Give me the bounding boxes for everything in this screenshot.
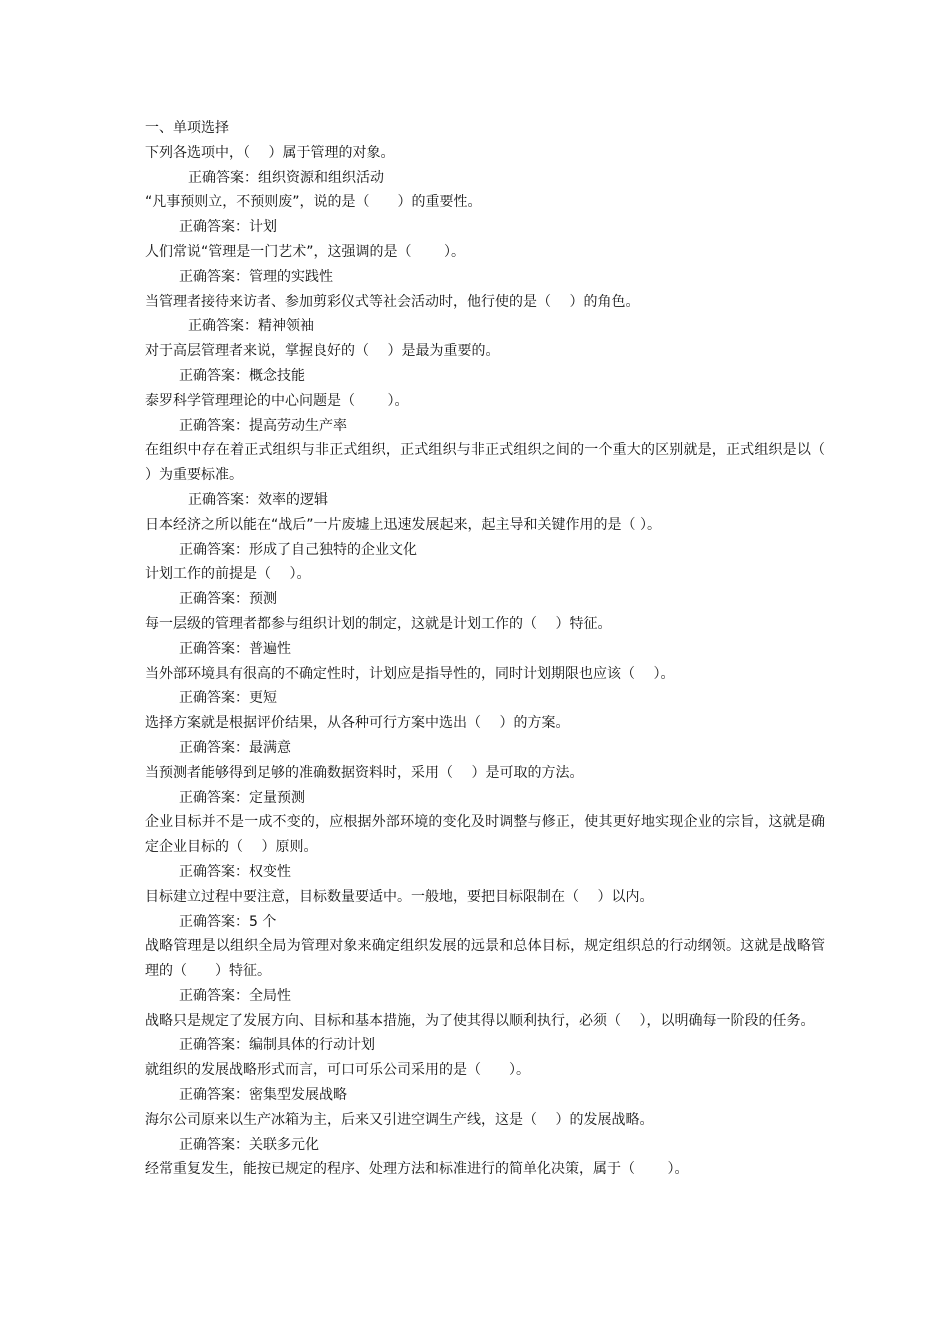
question-17: 战略只是规定了发展方向、目标和基本措施，为了使其得以顺利执行，必须（ ），以明确每一阶段的任务。 <box>145 1012 815 1029</box>
question-13: 当预测者能够得到足够的准确数据资料时，采用（ ）是可取的方法。 <box>145 764 584 781</box>
answer-text: 编制具体的行动计划 <box>249 1037 375 1054</box>
answer-prefix: 正确答案： <box>179 987 249 1004</box>
answer-18 <box>145 1083 825 1108</box>
question-11: 当外部环境具有很高的不确定性时，计划应是指导性的，同时计划期限也应该（ ）。 <box>145 665 675 682</box>
question-4: 当管理者接待来访者、参加剪彩仪式等社会活动时，他行使的是（ ）的角色。 <box>145 293 640 310</box>
question-6: 泰罗科学管理理论的中心问题是（ ）。 <box>145 392 409 409</box>
answer-prefix: 正确答案： <box>179 913 249 930</box>
answer-14 <box>145 860 825 885</box>
answer-prefix: 正确答案： <box>188 318 258 335</box>
answer-16 <box>145 984 825 1009</box>
answer-prefix: 正确答案： <box>179 591 249 608</box>
answer-prefix: 正确答案： <box>179 789 249 806</box>
answer-text: 权变性 <box>249 863 291 880</box>
answer-prefix: 正确答案： <box>179 739 249 756</box>
question-19: 海尔公司原来以生产冰箱为主，后来又引进空调生产线，这是（ ）的发展战略。 <box>145 1111 654 1128</box>
document-content <box>145 116 844 1182</box>
answer-8 <box>145 538 825 563</box>
question-10: 每一层级的管理者都参与组织计划的制定，这就是计划工作的（ ）特征。 <box>145 615 612 632</box>
answer-prefix: 正确答案： <box>179 1037 249 1054</box>
answer-19 <box>145 1133 825 1158</box>
question-2: “凡事预则立，不预则废”，说的是（ ）的重要性。 <box>145 194 482 211</box>
question-16: 战略管理是以组织全局为管理对象来确定组织发展的远景和总体目标，规定组织总的行动纲领。这就是战略管理的（ ）特征。 <box>145 938 825 980</box>
answer-1 <box>145 166 825 191</box>
answer-text: 最满意 <box>249 739 291 756</box>
answer-text: 预测 <box>249 591 277 608</box>
answer-text: 效率的逻辑 <box>258 491 328 508</box>
answer-prefix: 正确答案： <box>179 367 249 384</box>
answer-prefix: 正确答案： <box>179 1136 249 1153</box>
answer-5 <box>145 364 825 389</box>
answer-10 <box>145 637 825 662</box>
answer-text: 提高劳动生产率 <box>249 417 347 434</box>
answer-2 <box>145 215 825 240</box>
answer-text: 计划 <box>249 219 277 236</box>
answer-text: 管理的实践性 <box>249 268 333 285</box>
question-15: 目标建立过程中要注意，目标数量要适中。一般地，要把目标限制在（ ）以内。 <box>145 888 654 905</box>
answer-prefix: 正确答案： <box>179 541 249 558</box>
question-9: 计划工作的前提是（ ）。 <box>145 566 311 583</box>
answer-text: 5 个 <box>249 913 277 930</box>
answer-prefix: 正确答案： <box>179 1087 249 1104</box>
answer-text: 概念技能 <box>249 367 305 384</box>
question-12: 选择方案就是根据评价结果，从各种可行方案中选出（ ）的方案。 <box>145 715 570 732</box>
answer-4 <box>145 314 825 339</box>
answer-prefix: 正确答案： <box>179 690 249 707</box>
answer-prefix: 正确答案： <box>188 169 258 186</box>
answer-15 <box>145 910 825 935</box>
answer-text: 密集型发展战略 <box>249 1087 347 1104</box>
answer-prefix: 正确答案： <box>179 219 249 236</box>
answer-prefix: 正确答案： <box>179 417 249 434</box>
question-18: 就组织的发展战略形式而言，可口可乐公司采用的是（ ）。 <box>145 1062 530 1079</box>
answer-text: 精神领袖 <box>258 318 314 335</box>
answer-17 <box>145 1033 825 1058</box>
answer-12 <box>145 736 825 761</box>
answer-prefix: 正确答案： <box>188 491 258 508</box>
answer-text: 全局性 <box>249 987 291 1004</box>
answer-text: 定量预测 <box>249 789 305 806</box>
question-7: 在组织中存在着正式组织与非正式组织，正式组织与非正式组织之间的一个重大的区别就是，正式组织是以（ ）为重要标准。 <box>145 442 844 484</box>
answer-prefix: 正确答案： <box>179 640 249 657</box>
question-20: 经常重复发生，能按已规定的程序、处理方法和标准进行的简单化决策，属于（ ）。 <box>145 1161 689 1178</box>
question-3: 人们常说“管理是一门艺术”，这强调的是（ ）。 <box>145 243 465 260</box>
answer-7 <box>145 488 825 513</box>
question-5: 对于高层管理者来说，掌握良好的（ ）是最为重要的。 <box>145 343 500 360</box>
answer-text: 更短 <box>249 690 277 707</box>
answer-9 <box>145 587 825 612</box>
answer-13 <box>145 786 825 811</box>
answer-11 <box>145 686 825 711</box>
question-14: 企业目标并不是一成不变的，应根据外部环境的变化及时调整与修正，使其更好地实现企业的宗旨，这就是确定企业目标的（ ）原则。 <box>145 814 825 856</box>
question-8: 日本经济之所以能在“战后”一片废墟上迅速发展起来，起主导和关键作用的是（ ）。 <box>145 516 661 533</box>
section-title: 一、单项选择 <box>145 120 229 136</box>
answer-prefix: 正确答案： <box>179 268 249 285</box>
answer-6 <box>145 414 825 439</box>
answer-text: 普遍性 <box>249 640 291 657</box>
answer-prefix: 正确答案： <box>179 863 249 880</box>
answer-3 <box>145 265 825 290</box>
question-list <box>145 141 844 1182</box>
answer-text: 组织资源和组织活动 <box>258 169 384 186</box>
answer-text: 关联多元化 <box>249 1136 319 1153</box>
answer-text: 形成了自己独特的企业文化 <box>249 541 417 558</box>
question-1: 下列各选项中，（ ）属于管理的对象。 <box>145 144 395 161</box>
